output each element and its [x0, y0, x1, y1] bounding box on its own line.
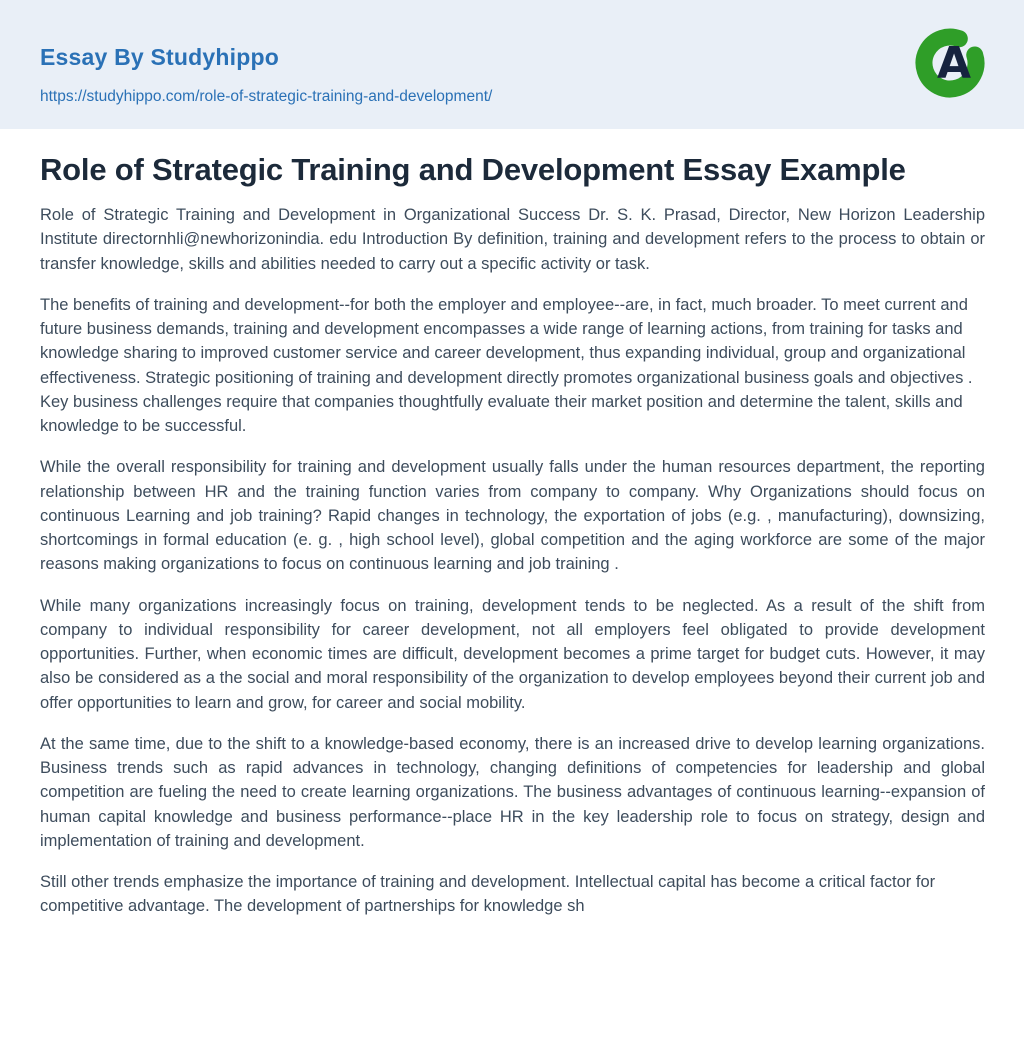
article-title: Role of Strategic Training and Development Essay Example	[40, 152, 906, 187]
svg-text:A: A	[937, 38, 972, 89]
site-title: Essay By Studyhippo	[40, 44, 279, 70]
article-paragraph: While the overall responsibility for training and development usually falls under the human resources department, the reporting relationship between HR and the training function varies from company to company. Why Organizations should focus on continuous Learning and job training? Rapid changes in technology, the exportation of jobs (e.g. , manufacturing), downsizing, shortcomings in formal education (e. g. , high school level), global competition and the aging workforce are some of the major reasons making organizations to focus on continuous learning and job training .	[40, 458, 985, 574]
article-paragraph: At the same time, due to the shift to a knowledge-based economy, there is an increased drive to develop learning organizations. Business trends such as rapid advances in technology, changing definitions of competencies for leadership and global competition are fueling the need to create learning organizations. The business advantages of continuous learning--expansion of human capital knowledge and business performance--place HR in the key leadership role to focus on strategy, design and implementation of training and development.	[40, 734, 985, 850]
article-body	[40, 203, 985, 919]
article-paragraph: While many organizations increasingly focus on training, development tends to be neglected. As a result of the shift from company to individual responsibility for career development, not all employers feel obligated to provide development opportunities. Further, when economic times are difficult, development becomes a prime target for budget cuts. However, it may also be considered as a the social and moral responsibility of the organization to develop employees beyond their current job and offer opportunities to learn and grow, for career and social mobility.	[40, 596, 985, 712]
site-header	[0, 0, 1024, 129]
article-url-link[interactable]: https://studyhippo.com/role-of-strategic-training-and-development/	[40, 88, 493, 105]
article-paragraph: Role of Strategic Training and Development in Organizational Success Dr. S. K. Prasad, Director, New Horizon Leadership Institute directornhli@newhorizonindia. edu Introduction By definition, training and development refers to the process to obtain or transfer knowledge, skills and abilities needed to carry out a specific activity or task.	[40, 206, 985, 273]
article-main	[0, 129, 1024, 919]
article-paragraph: The benefits of training and development--for both the employer and employee--are, in fact, much broader. To meet current and future business demands, training and development encompasses a wide range of learning actions, from training for tasks and knowledge sharing to improved customer service and career development, thus expanding individual, group and organizational effectiveness. Strategic positioning of training and development directly promotes organizational business goals and objectives . Key business challenges require that companies thoughtfully evaluate their market position and determine the talent, skills and knowledge to be successful.	[40, 295, 973, 436]
studyhippo-logo-icon[interactable]	[915, 28, 985, 98]
article-paragraph: Still other trends emphasize the importance of training and development. Intellectual capital has become a critical factor for competitive advantage. The development of partnerships for knowledge sh	[40, 873, 936, 916]
